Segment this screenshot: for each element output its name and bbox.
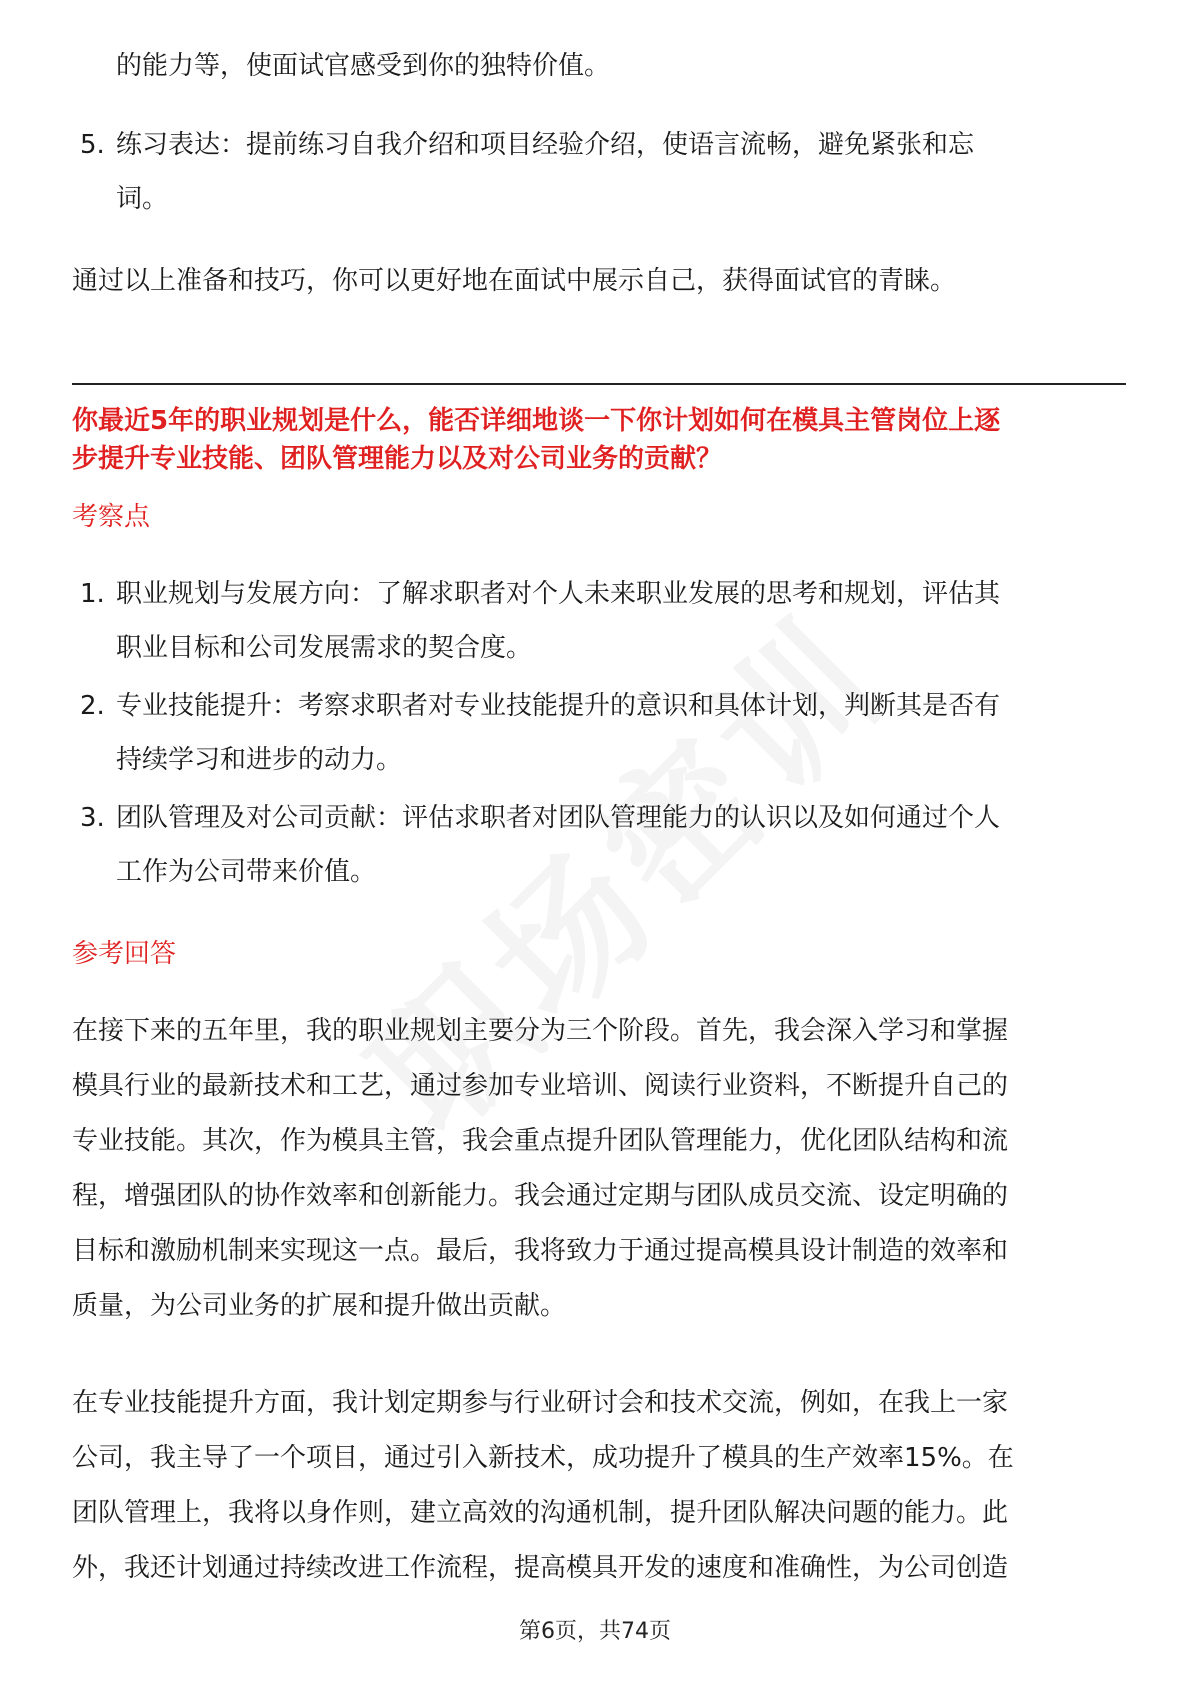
answer-p2-line-4: 外，我还计划通过持续改进工作流程，提高模具开发的速度和准确性，为公司创造 bbox=[72, 1553, 1009, 1583]
page-footer: 第6页，共74页 bbox=[519, 1619, 671, 1644]
answer-p1-line-6: 质量，为公司业务的扩展和提升做出贡献。 bbox=[72, 1291, 567, 1321]
section-divider bbox=[72, 383, 1126, 385]
point-3-line-1: 团队管理及对公司贡献：评估求职者对团队管理能力的认识以及如何通过个人 bbox=[116, 803, 1001, 833]
summary-paragraph: 通过以上准备和技巧，你可以更好地在面试中展示自己，获得面试官的青睐。 bbox=[72, 266, 957, 296]
list-item-4-continuation: 的能力等，使面试官感受到你的独特价值。 bbox=[116, 51, 611, 81]
point-2-line-2: 持续学习和进步的动力。 bbox=[116, 745, 403, 775]
answer-p1-line-5: 目标和激励机制来实现这一点。最后，我将致力于通过提高模具设计制造的效率和 bbox=[72, 1236, 1009, 1266]
point-3-number: 3. bbox=[80, 803, 105, 833]
list-item-5-line-2: 词。 bbox=[116, 184, 169, 214]
point-1-line-2: 职业目标和公司发展需求的契合度。 bbox=[116, 633, 533, 663]
question-line-2: 步提升专业技能、团队管理能力以及对公司业务的贡献？ bbox=[72, 444, 723, 474]
list-item-5-number: 5. bbox=[80, 130, 105, 160]
answer-p1-line-3: 专业技能。其次，作为模具主管，我会重点提升团队管理能力，优化团队结构和流 bbox=[72, 1126, 1009, 1156]
answer-p1-line-2: 模具行业的最新技术和工艺，通过参加专业培训、阅读行业资料，不断提升自己的 bbox=[72, 1071, 1009, 1101]
points-heading: 考察点 bbox=[72, 502, 151, 532]
answer-p1-line-1: 在接下来的五年里，我的职业规划主要分为三个阶段。首先，我会深入学习和掌握 bbox=[72, 1016, 1009, 1046]
answer-p2-line-2: 公司，我主导了一个项目，通过引入新技术，成功提升了模具的生产效率15%。在 bbox=[72, 1443, 1014, 1473]
answer-p2-line-1: 在专业技能提升方面，我计划定期参与行业研讨会和技术交流，例如，在我上一家 bbox=[72, 1388, 1009, 1418]
point-2-number: 2. bbox=[80, 691, 105, 721]
point-3-line-2: 工作为公司带来价值。 bbox=[116, 857, 377, 887]
list-item-5-line-1: 练习表达：提前练习自我介绍和项目经验介绍，使语言流畅，避免紧张和忘 bbox=[116, 130, 975, 160]
point-1-number: 1. bbox=[80, 579, 105, 609]
answer-p1-line-4: 程，增强团队的协作效率和创新能力。我会通过定期与团队成员交流、设定明确的 bbox=[72, 1181, 1009, 1211]
question-line-1: 你最近5年的职业规划是什么，能否详细地谈一下你计划如何在模具主管岗位上逐 bbox=[72, 406, 1001, 436]
answer-heading: 参考回答 bbox=[72, 939, 177, 969]
answer-p2-line-3: 团队管理上，我将以身作则，建立高效的沟通机制，提升团队解决问题的能力。此 bbox=[72, 1498, 1009, 1528]
point-1-line-1: 职业规划与发展方向：了解求职者对个人未来职业发展的思考和规划，评估其 bbox=[116, 579, 1001, 609]
point-2-line-1: 专业技能提升：考察求职者对专业技能提升的意识和具体计划，判断其是否有 bbox=[116, 691, 1001, 721]
